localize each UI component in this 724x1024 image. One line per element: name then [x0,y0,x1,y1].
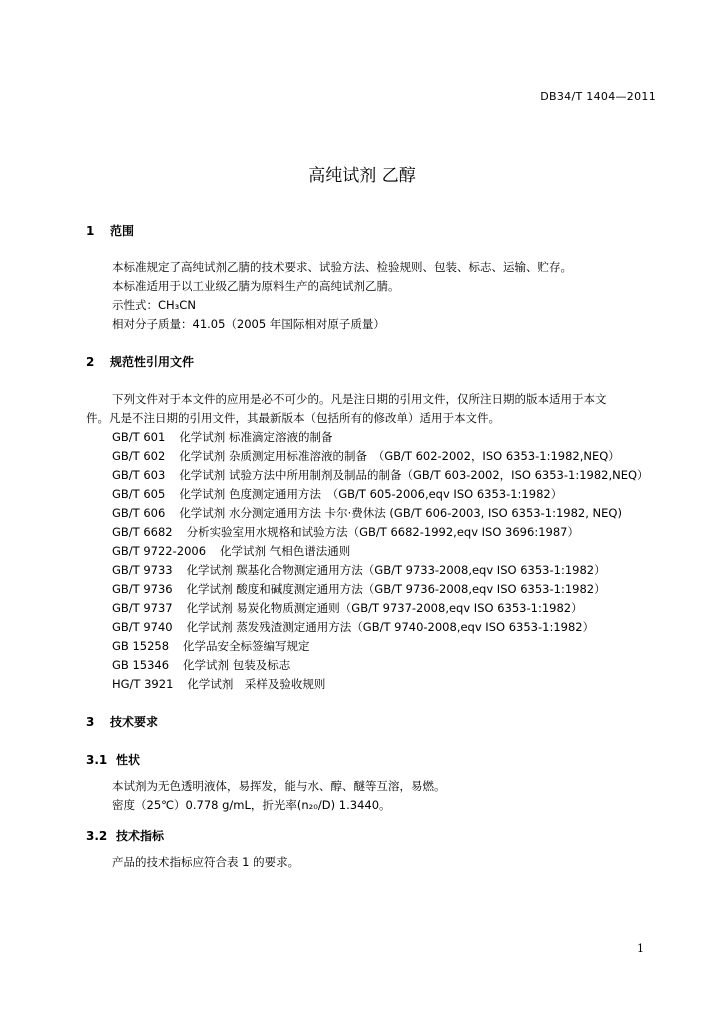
reference-code: GB/T 9733 [112,563,173,577]
reference-title: 化学试剂 采样及验收规则 [187,677,326,691]
section-heading-3 [86,713,158,730]
reference-title: 化学试剂 易炭化物质测定通则（GB/T 9737-2008,eqv ISO 6353-1:1982） [186,601,583,615]
molecular-weight-line: 相对分子质量：41.05（2005 年国际相对原子质量） [112,317,385,331]
section-number: 3 [86,715,95,729]
section-title: 技术要求 [110,715,159,729]
reference-title: 化学试剂 杂质测定用标准溶液的制备 （GB/T 602-2002，ISO 6353-1:1982,NEQ） [179,449,620,463]
reference-title: 化学试剂 蒸发残渣测定通用方法（GB/T 9740-2008,eqv ISO 6353-1:1982） [186,620,595,634]
section-title: 范围 [110,224,135,238]
reference-item [112,429,332,445]
reference-title: 化学试剂 羰基化合物测定通用方法（GB/T 9733-2008,eqv ISO 6353-1:1982） [186,563,606,577]
page-title: 高纯试剂 乙醇 [308,166,416,186]
subsection-heading-3-2 [86,827,164,844]
reference-item [112,562,606,578]
reference-title: 化学试剂 色度测定通用方法 （GB/T 605-2006,eqv ISO 6353-1:1982） [179,487,563,501]
reference-code: GB/T 9737 [112,601,173,615]
intro-line: 件。凡是不注日期的引用文件，其最新版本（包括所有的修改单）适用于本文件。 [86,411,500,425]
reference-code: GB/T 9722-2006 [112,544,207,558]
reference-title: 化学试剂 试验方法中所用制剂及制品的制备（GB/T 603-2002，ISO 6353-1:1982,NEQ） [179,468,649,482]
reference-item [112,638,310,654]
scope-line: 本标准规定了高纯试剂乙腈的技术要求、试验方法、检验规则、包装、标志、运输、贮存。 [112,260,572,274]
reference-code: GB 15346 [112,658,170,672]
reference-code: GB/T 606 [112,506,166,520]
subsection-number: 3.2 [86,829,108,843]
spec-line: 产品的技术指标应符合表 1 的要求。 [112,855,300,869]
scope-line: 本标准适用于以工业级乙腈为原料生产的高纯试剂乙腈。 [112,279,400,293]
reference-code: GB/T 9736 [112,582,173,596]
reference-code: HG/T 3921 [112,677,174,691]
subsection-number: 3.1 [86,753,108,767]
reference-item [112,505,622,521]
subsection-heading-3-1 [86,751,140,768]
section-number: 1 [86,224,95,238]
reference-code: GB 15258 [112,639,170,653]
reference-title: 化学试剂 包装及标志 [183,658,291,672]
reference-item [112,448,620,464]
reference-item [112,486,562,502]
reference-title: 化学试剂 酸度和碱度测定通用方法（GB/T 9736-2008,eqv ISO 6353-1:1982） [186,582,606,596]
reference-item [112,581,606,597]
section-title: 规范性引用文件 [110,355,195,369]
reference-title: 化学品安全标签编写规定 [183,639,310,653]
reference-title: 化学试剂 标准滴定溶液的制备 [179,430,333,444]
section-heading-2 [86,353,194,370]
reference-item [112,657,290,673]
reference-code: GB/T 9740 [112,620,173,634]
property-line: 密度（25℃）0.778 g/mL，折光率(n₂₀/D) 1.3440。 [112,798,391,812]
section-heading-1 [86,222,134,239]
reference-title: 化学试剂 气相色谱法通则 [220,544,351,558]
reference-code: GB/T 603 [112,468,166,482]
reference-title: 化学试剂 水分测定通用方法 卡尔·费休法 (GB/T 606-2003, ISO 6353-1:1982, NEQ) [179,506,622,520]
reference-code: GB/T 6682 [112,525,173,539]
reference-item [112,543,350,559]
reference-code: GB/T 602 [112,449,166,463]
reference-title: 分析实验室用水规格和试验方法（GB/T 6682-1992,eqv ISO 3696:1987） [186,525,579,539]
reference-code: GB/T 601 [112,430,166,444]
intro-line: 下列文件对于本文件的应用是必不可少的。凡是注日期的引用文件，仅所注日期的版本适用于本文 [112,392,607,406]
reference-item [112,467,649,483]
reference-item [112,524,579,540]
formula-line: 示性式：CH₃CN [112,298,196,312]
section-number: 2 [86,355,95,369]
page-number: 1 [637,942,644,955]
reference-code: GB/T 605 [112,487,166,501]
standard-code: DB34/T 1404—2011 [540,90,656,103]
reference-item [112,619,594,635]
reference-item [112,676,325,692]
property-line: 本试剂为无色透明液体，易挥发，能与水、醇、醚等互溶，易燃。 [112,779,446,793]
reference-item [112,600,583,616]
subsection-title: 技术指标 [116,829,165,843]
subsection-title: 性状 [116,753,141,767]
